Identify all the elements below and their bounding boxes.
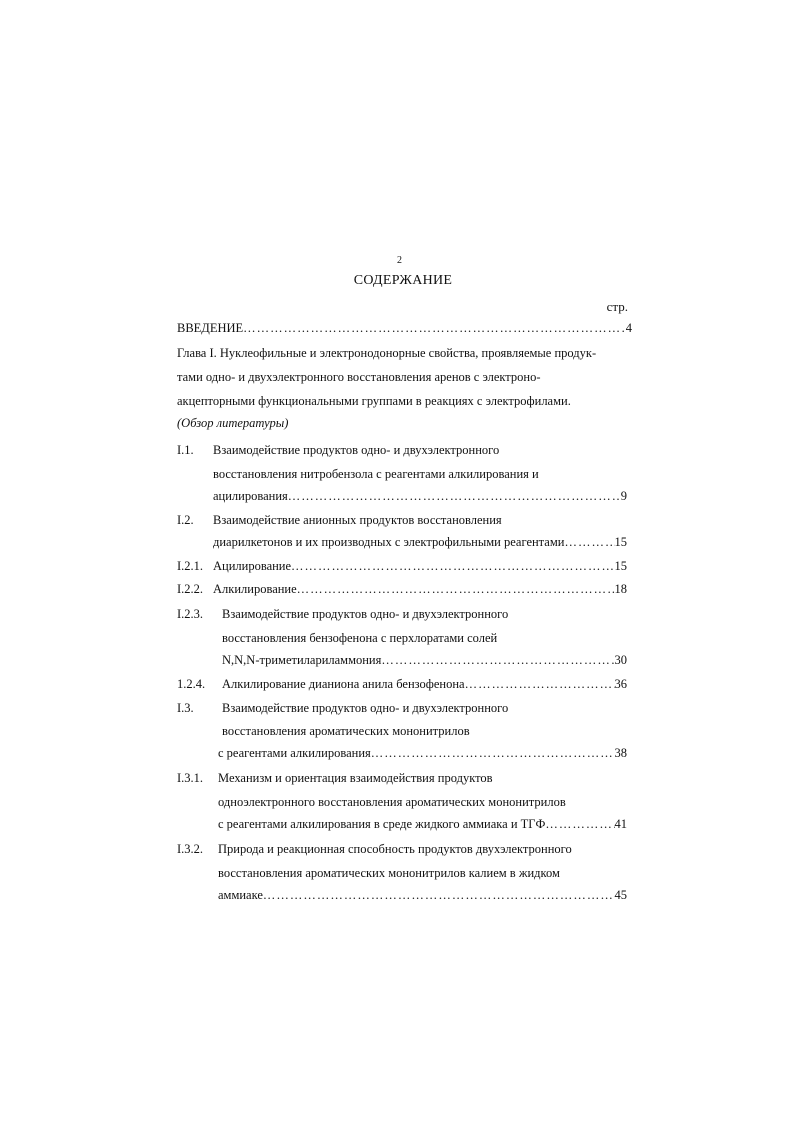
toc-1-3-line2: восстановления ароматических мононитрилов bbox=[222, 724, 470, 738]
toc-1-2-3-line2: восстановления бензофенона с перхлоратами солей bbox=[222, 631, 498, 645]
leader-dots bbox=[263, 888, 615, 903]
toc-num-1-2-2: I.2.2. bbox=[177, 582, 204, 596]
chapter1-note: (Обзор литературы) bbox=[177, 416, 289, 430]
toc-1-3-line1: Взаимодействие продуктов одно- и двухэлектронного bbox=[222, 701, 509, 715]
toc-entry-1-2[interactable] bbox=[213, 535, 627, 553]
toc-num-1-1: I.1. bbox=[177, 443, 194, 457]
leader-dots bbox=[297, 582, 615, 597]
page-title: СОДЕРЖАНИЕ bbox=[353, 273, 453, 288]
leader-dots bbox=[288, 489, 621, 504]
toc-entry-1-3[interactable] bbox=[218, 746, 627, 764]
leader-dots bbox=[545, 817, 614, 832]
toc-page: 36 bbox=[614, 677, 627, 691]
leader-dots bbox=[291, 559, 614, 574]
toc-label: Алкилирование bbox=[213, 582, 297, 596]
leader-dots bbox=[243, 321, 626, 336]
toc-page: 30 bbox=[614, 653, 627, 667]
leader-dots bbox=[465, 677, 615, 692]
toc-label: ацилирования bbox=[213, 489, 288, 503]
leader-dots bbox=[564, 535, 614, 550]
chapter1-line2: тами одно- и двухэлектронного восстановления аренов с электроно- bbox=[177, 370, 541, 384]
page-column-label: стр. bbox=[606, 299, 628, 314]
toc-num-1-3-1: I.3.1. bbox=[177, 771, 204, 785]
toc-page: 45 bbox=[614, 888, 627, 902]
toc-label: аммиаке bbox=[218, 888, 263, 902]
toc-page: 15 bbox=[614, 535, 627, 549]
toc-num-1-3: I.3. bbox=[177, 701, 194, 715]
page-number: 2 bbox=[397, 255, 402, 266]
toc-label: Ацилирование bbox=[213, 559, 292, 573]
toc-entry-1-3-1[interactable] bbox=[218, 817, 627, 835]
toc-num-1-2-1: I.2.1. bbox=[177, 559, 204, 573]
toc-label: диарилкетонов и их производных с электрофильными реагентами bbox=[213, 535, 565, 549]
toc-num-1-2: I.2. bbox=[177, 513, 194, 527]
toc-1-1-line1: Взаимодействие продуктов одно- и двухэлектронного bbox=[213, 443, 500, 457]
toc-entry-1-1[interactable] bbox=[213, 489, 627, 507]
toc-entry-1-2-2[interactable] bbox=[213, 582, 627, 600]
toc-page: 9 bbox=[620, 489, 627, 503]
chapter1-line1: Глава I. Нуклеофильные и электронодонорные свойства, проявляемые продук- bbox=[177, 346, 597, 360]
toc-1-2-line1: Взаимодействие анионных продуктов восстановления bbox=[213, 513, 502, 527]
chapter1-line3: акцепторными функциональными группами в реакциях с электрофилами. bbox=[177, 394, 571, 408]
toc-label: с реагентами алкилирования в среде жидкого аммиака и ТГФ bbox=[218, 817, 546, 831]
toc-page: 38 bbox=[614, 746, 627, 760]
toc-page: 15 bbox=[614, 559, 627, 573]
toc-1-3-2-line1: Природа и реакционная способность продуктов двухэлектронного bbox=[218, 842, 572, 856]
toc-entry-1-2-3[interactable] bbox=[222, 653, 627, 671]
toc-entry-intro[interactable] bbox=[177, 321, 632, 339]
toc-entry-1-2-1[interactable] bbox=[213, 559, 627, 577]
toc-page: 4 bbox=[625, 321, 632, 335]
leader-dots bbox=[381, 653, 614, 668]
toc-num-1-3-2: I.3.2. bbox=[177, 842, 204, 856]
toc-label: Алкилирование дианиона анила бензофенона bbox=[222, 677, 465, 691]
toc-entry-1-3-2[interactable] bbox=[218, 888, 627, 906]
toc-label: N,N,N-триметилариламмония bbox=[222, 653, 382, 667]
toc-1-3-1-line1: Механизм и ориентация взаимодействия продуктов bbox=[218, 771, 493, 785]
toc-num-1-2-4: 1.2.4. bbox=[177, 677, 206, 691]
toc-1-3-2-line2: восстановления ароматических мононитрилов калием в жидком bbox=[218, 866, 560, 880]
toc-num-1-2-3: I.2.3. bbox=[177, 607, 204, 621]
leader-dots bbox=[371, 746, 615, 761]
toc-entry-1-2-4[interactable] bbox=[222, 677, 627, 695]
toc-page: 18 bbox=[614, 582, 627, 596]
chapter1-line4 bbox=[177, 416, 288, 431]
toc-label: с реагентами алкилирования bbox=[218, 746, 371, 760]
toc-1-2-3-line1: Взаимодействие продуктов одно- и двухэлектронного bbox=[222, 607, 509, 621]
toc-label: ВВЕДЕНИЕ bbox=[177, 321, 244, 335]
toc-1-1-line2: восстановления нитробензола с реагентами алкилирования и bbox=[213, 467, 539, 481]
toc-1-3-1-line2: одноэлектронного восстановления ароматических мононитрилов bbox=[218, 795, 566, 809]
toc-page: 41 bbox=[614, 817, 627, 831]
